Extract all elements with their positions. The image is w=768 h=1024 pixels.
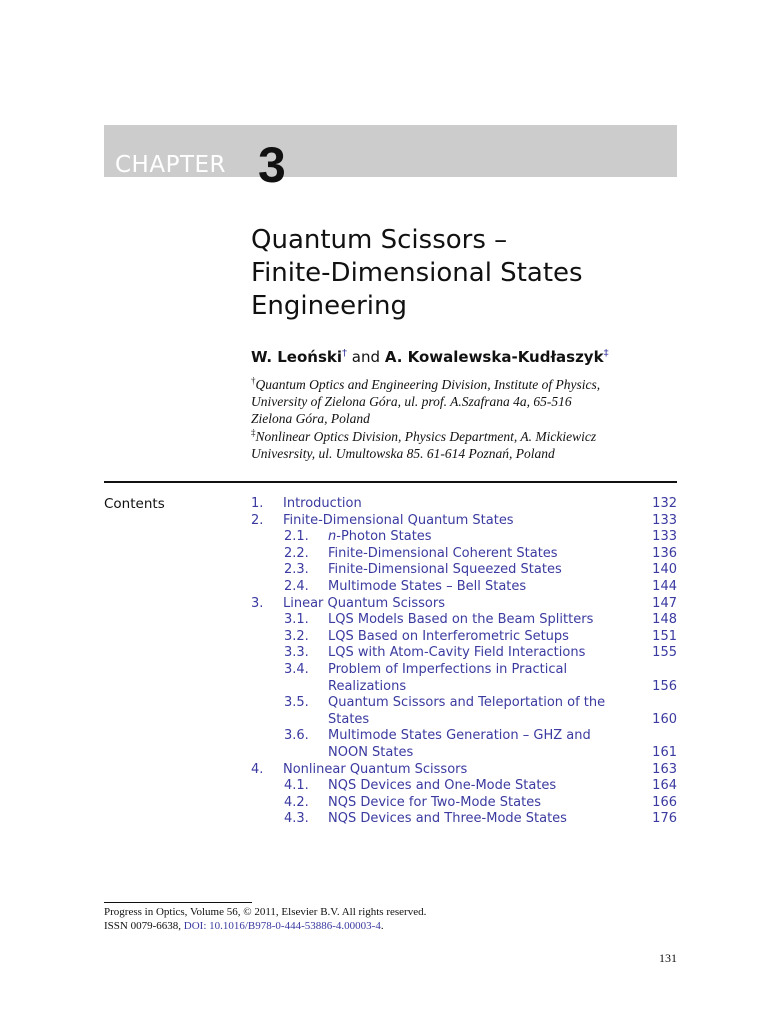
toc-title-text: NQS Device for Two-Mode States	[328, 794, 541, 810]
toc-title[interactable]	[328, 778, 556, 795]
issn-text: ISSN 0079-6638,	[104, 920, 184, 932]
toc-page: 155	[652, 645, 677, 661]
toc-title[interactable]	[328, 662, 567, 679]
toc-title-text: NQS Devices and One-Mode States	[328, 778, 557, 794]
table-of-contents	[251, 496, 677, 828]
toc-number: 3.5.	[284, 695, 309, 711]
chapter-label: CHAPTER	[115, 152, 227, 178]
toc-page: 163	[652, 761, 677, 777]
title-line: Finite-Dimensional States	[251, 258, 583, 288]
toc-title-continued[interactable]: States	[328, 711, 370, 727]
toc-page: 147	[652, 595, 677, 611]
toc-title[interactable]	[328, 728, 591, 745]
toc-title-text: Multimode States Generation – GHZ and	[328, 728, 591, 744]
toc-title-text: Quantum Scissors and Teleportation of the	[328, 695, 606, 711]
toc-entry-continuation[interactable]	[251, 712, 677, 729]
toc-entry[interactable]	[251, 662, 677, 679]
affiliation-line: Zielona Góra, Poland	[251, 411, 370, 427]
footnote-period: .	[380, 920, 384, 932]
affiliation-mark: ‡	[251, 427, 256, 438]
toc-title[interactable]	[283, 762, 467, 779]
toc-title-text: Multimode States – Bell States	[328, 578, 527, 594]
author-conjunction: and	[351, 348, 381, 366]
toc-title-text: Linear Quantum Scissors	[283, 595, 445, 611]
toc-entry[interactable]	[251, 728, 677, 745]
toc-title-text: Nonlinear Quantum Scissors	[283, 761, 468, 777]
toc-number: 4.	[251, 761, 264, 777]
affiliation-mark: †	[342, 348, 348, 359]
affiliations	[251, 376, 691, 462]
toc-title[interactable]	[328, 612, 593, 629]
toc-number: 3.1.	[284, 612, 309, 628]
author-name: W. Leoński	[251, 348, 343, 366]
chapter-number: 3	[258, 137, 286, 193]
toc-title-continued[interactable]: Realizations	[328, 678, 407, 694]
toc-number: 3.4.	[284, 661, 309, 677]
toc-title[interactable]	[328, 579, 526, 596]
toc-page: 161	[652, 744, 677, 760]
footnote	[104, 905, 426, 933]
toc-title-text: LQS Based on Interferometric Setups	[328, 628, 569, 644]
toc-title-text: Finite-Dimensional Quantum States	[283, 512, 514, 528]
toc-entry[interactable]	[251, 529, 677, 546]
toc-entry[interactable]	[251, 778, 677, 795]
toc-number: 4.2.	[284, 794, 309, 810]
affiliation-text: Nonlinear Optics Division, Physics Department, A. Mickiewicz	[255, 428, 597, 444]
footnote-divider	[104, 902, 252, 903]
toc-number: 2.3.	[284, 562, 309, 578]
footnote-line: Progress in Optics, Volume 56, © 2011, Elsevier B.V. All rights reserved.	[104, 906, 427, 918]
toc-entry-continuation[interactable]	[251, 679, 677, 696]
toc-entry[interactable]	[251, 795, 677, 812]
toc-title-text: LQS with Atom-Cavity Field Interactions	[328, 645, 586, 661]
toc-page: 133	[652, 529, 677, 545]
toc-page: 136	[652, 545, 677, 561]
toc-title[interactable]	[328, 529, 432, 546]
affiliation-line	[251, 428, 691, 445]
toc-page: 151	[652, 628, 677, 644]
toc-title-text: LQS Models Based on the Beam Splitters	[328, 612, 594, 628]
toc-title[interactable]	[328, 629, 569, 646]
toc-title[interactable]	[283, 496, 362, 513]
affiliation-mark: ‡	[603, 348, 609, 359]
affiliation-line	[251, 376, 691, 393]
toc-title[interactable]	[328, 546, 558, 563]
toc-entry[interactable]	[251, 562, 677, 579]
toc-number: 2.	[251, 512, 264, 528]
toc-page: 132	[652, 496, 677, 511]
toc-title-text: Introduction	[283, 496, 362, 511]
toc-entry[interactable]	[251, 579, 677, 596]
toc-page: 166	[652, 794, 677, 810]
toc-number: 1.	[251, 496, 264, 511]
toc-title[interactable]	[328, 795, 541, 812]
toc-page: 140	[652, 562, 677, 578]
toc-number: 2.4.	[284, 578, 309, 594]
affiliation-text: Quantum Optics and Engineering Division, Institute of Physics,	[255, 377, 601, 392]
toc-title[interactable]	[328, 645, 585, 662]
toc-entry[interactable]	[251, 546, 677, 563]
section-divider	[104, 481, 677, 483]
affiliation-line: Univesrsity, ul. Umultowska 85. 61-614 Poznań, Poland	[251, 445, 555, 461]
toc-entry[interactable]	[251, 645, 677, 662]
toc-page: 156	[652, 678, 677, 694]
toc-number: 2.1.	[284, 529, 309, 545]
affiliation-mark: †	[251, 375, 256, 386]
toc-title-text: Finite-Dimensional Coherent States	[328, 545, 558, 561]
toc-page: 148	[652, 612, 677, 628]
toc-number: 2.2.	[284, 545, 309, 561]
toc-entry[interactable]	[251, 629, 677, 646]
toc-number: 3.	[251, 595, 264, 611]
toc-entry[interactable]	[251, 496, 677, 513]
affiliation-line: University of Zielona Góra, ul. prof. A.Szafrana 4a, 65-516	[251, 394, 572, 410]
toc-entry[interactable]	[251, 811, 677, 828]
toc-title[interactable]	[328, 695, 605, 712]
toc-title-continued[interactable]: NOON States	[328, 744, 414, 760]
toc-page: 164	[652, 778, 677, 794]
title-line: Engineering	[251, 291, 407, 321]
toc-title-text: NQS Devices and Three-Mode States	[328, 811, 567, 827]
author-name: A. Kowalewska-Kudłaszyk	[384, 348, 604, 366]
toc-title[interactable]	[283, 513, 514, 530]
toc-entry[interactable]	[251, 695, 677, 712]
toc-title[interactable]	[283, 596, 445, 613]
toc-entry-continuation[interactable]	[251, 745, 677, 762]
toc-page: 176	[652, 811, 677, 827]
toc-number: 4.1.	[284, 778, 309, 794]
toc-title[interactable]	[328, 562, 562, 579]
toc-page: 160	[652, 711, 677, 727]
toc-title-text: Finite-Dimensional Squeezed States	[328, 562, 562, 578]
toc-page: 144	[652, 578, 677, 594]
toc-number: 4.3.	[284, 811, 309, 827]
footnote-line	[104, 919, 426, 933]
toc-entry[interactable]	[251, 596, 677, 613]
toc-entry[interactable]	[251, 762, 677, 779]
title-line: Quantum Scissors –	[251, 225, 508, 255]
toc-page: 133	[652, 512, 677, 528]
toc-number: 3.3.	[284, 645, 309, 661]
chapter-title	[251, 224, 691, 323]
toc-entry[interactable]	[251, 513, 677, 530]
toc-title-italic: n	[328, 529, 337, 545]
doi-link[interactable]: DOI: 10.1016/B978-0-444-53886-4.00003-4	[183, 920, 381, 932]
toc-title[interactable]	[328, 811, 567, 828]
toc-number: 3.6.	[284, 728, 309, 744]
authors	[251, 348, 609, 366]
toc-number: 3.2.	[284, 628, 309, 644]
page-number: 131	[659, 951, 677, 965]
toc-entry[interactable]	[251, 612, 677, 629]
contents-heading: Contents	[104, 496, 165, 512]
toc-title-text: -Photon States	[336, 529, 432, 545]
toc-title-text: Problem of Imperfections in Practical	[328, 661, 568, 677]
